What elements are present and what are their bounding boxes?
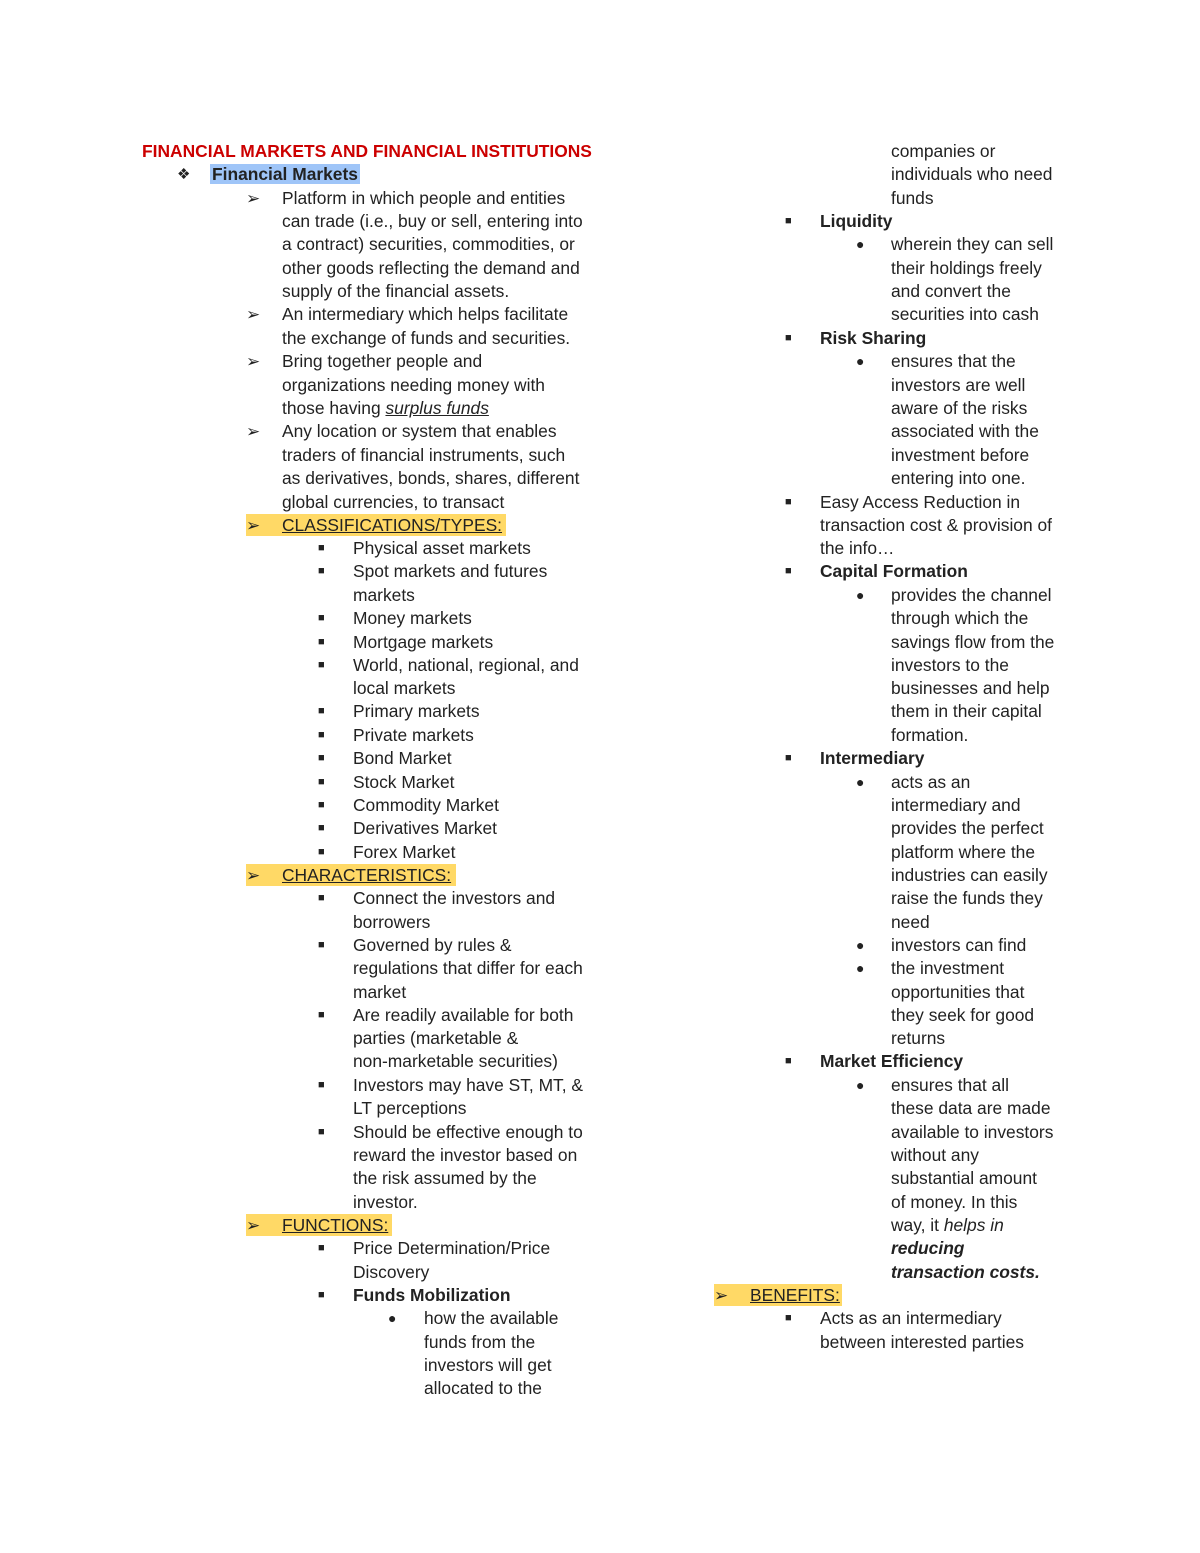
- list-item: Spot markets and futures: [353, 561, 548, 581]
- list-item: between interested parties: [820, 1332, 1024, 1352]
- list-item: Stock Market: [353, 772, 455, 792]
- function-title: Funds Mobilization: [353, 1285, 511, 1305]
- list-item: Connect the investors and: [353, 888, 556, 908]
- function-desc-emphasis: transaction costs.: [891, 1262, 1040, 1282]
- function-desc: and convert the: [891, 281, 1011, 301]
- list-item: borrowers: [353, 912, 431, 932]
- dot-bullet-icon: ●: [856, 236, 865, 252]
- square-bullet-icon: ■: [785, 332, 792, 344]
- list-item: World, national, regional, and: [353, 655, 579, 675]
- list-item: the risk assumed by the: [353, 1168, 537, 1188]
- definition-line: a contract) securities, commodities, or: [282, 234, 575, 254]
- definition-line: An intermediary which helps facilitate: [282, 304, 569, 324]
- list-item: LT perceptions: [353, 1098, 467, 1118]
- square-bullet-icon: ■: [318, 1126, 325, 1138]
- list-item: market: [353, 982, 407, 1002]
- function-desc: their holdings freely: [891, 258, 1042, 278]
- function-desc: entering into one.: [891, 468, 1026, 488]
- section-heading: Financial Markets: [212, 164, 358, 184]
- list-item: Commodity Market: [353, 795, 499, 815]
- square-bullet-icon: ■: [785, 215, 792, 227]
- functions-heading: FUNCTIONS:: [282, 1215, 389, 1235]
- dot-bullet-icon: ●: [856, 774, 865, 790]
- square-bullet-icon: ■: [785, 496, 792, 508]
- function-desc: provides the channel: [891, 585, 1052, 605]
- function-desc: how the available: [424, 1308, 559, 1328]
- definition-line: Platform in which people and entities: [282, 188, 566, 208]
- list-item: Investors may have ST, MT, &: [353, 1075, 584, 1095]
- definition-line: the exchange of funds and securities.: [282, 328, 571, 348]
- function-desc: investors can find: [891, 935, 1027, 955]
- list-item: parties (marketable &: [353, 1028, 519, 1048]
- list-item: markets: [353, 585, 415, 605]
- dot-bullet-icon: ●: [856, 587, 865, 603]
- function-desc: intermediary and: [891, 795, 1021, 815]
- function-title: Intermediary: [820, 748, 925, 768]
- list-item: Governed by rules &: [353, 935, 512, 955]
- function-desc: funds: [891, 188, 934, 208]
- square-bullet-icon: ■: [318, 846, 325, 858]
- square-bullet-icon: ■: [318, 729, 325, 741]
- arrow-bullet-icon: ➢: [246, 866, 261, 885]
- function-desc: funds from the: [424, 1332, 536, 1352]
- square-bullet-icon: ■: [318, 1289, 325, 1301]
- dot-bullet-icon: ●: [856, 937, 865, 953]
- square-bullet-icon: ■: [318, 1009, 325, 1021]
- function-desc: of money. In this: [891, 1192, 1018, 1212]
- list-item: Price Determination/Price: [353, 1238, 551, 1258]
- function-desc: without any: [891, 1145, 979, 1165]
- list-item: Derivatives Market: [353, 818, 497, 838]
- square-bullet-icon: ■: [318, 939, 325, 951]
- list-item: Forex Market: [353, 842, 456, 862]
- function-desc: they seek for good: [891, 1005, 1035, 1025]
- function-title: Market Efficiency: [820, 1051, 964, 1071]
- function-desc: investors to the: [891, 655, 1009, 675]
- list-item: Are readily available for both: [353, 1005, 574, 1025]
- function-desc: securities into cash: [891, 304, 1039, 324]
- function-title: Liquidity: [820, 211, 893, 231]
- function-desc: acts as an: [891, 772, 971, 792]
- page-title: FINANCIAL MARKETS AND FINANCIAL INSTITUTIONS: [142, 141, 592, 161]
- function-desc: these data are made: [891, 1098, 1051, 1118]
- function-desc: individuals who need: [891, 164, 1053, 184]
- definition-line: Any location or system that enables: [282, 421, 557, 441]
- function-desc: returns: [891, 1028, 946, 1048]
- function-desc: platform where the: [891, 842, 1036, 862]
- dot-bullet-icon: ●: [388, 1310, 397, 1326]
- function-desc: industries can easily: [891, 865, 1048, 885]
- classifications-heading: CLASSIFICATIONS/TYPES:: [282, 515, 503, 535]
- function-desc: investment before: [891, 445, 1030, 465]
- definition-line: Bring together people and: [282, 351, 483, 371]
- arrow-bullet-icon: ➢: [246, 1216, 261, 1235]
- arrow-bullet-icon: ➢: [246, 189, 261, 208]
- list-item: Bond Market: [353, 748, 452, 768]
- function-desc: the info…: [820, 538, 895, 558]
- dot-bullet-icon: ●: [856, 1077, 865, 1093]
- function-desc: ensures that the: [891, 351, 1016, 371]
- function-desc: the investment: [891, 958, 1005, 978]
- function-desc: formation.: [891, 725, 969, 745]
- definition-line: as derivatives, bonds, shares, different: [282, 468, 580, 488]
- square-bullet-icon: ■: [318, 705, 325, 717]
- function-desc-emphasis: reducing: [891, 1238, 965, 1258]
- function-desc: investors are well: [891, 375, 1026, 395]
- function-desc: substantial amount: [891, 1168, 1037, 1188]
- function-desc: businesses and help: [891, 678, 1050, 698]
- arrow-bullet-icon: ➢: [246, 516, 261, 535]
- arrow-bullet-icon: ➢: [246, 422, 261, 441]
- list-item: non-marketable securities): [353, 1051, 558, 1071]
- square-bullet-icon: ■: [318, 752, 325, 764]
- definition-line: global currencies, to transact: [282, 492, 505, 512]
- surplus-funds-emphasis: surplus funds: [385, 398, 489, 418]
- function-desc: aware of the risks: [891, 398, 1028, 418]
- square-bullet-icon: ■: [318, 542, 325, 554]
- square-bullet-icon: ■: [318, 822, 325, 834]
- function-desc: through which the: [891, 608, 1029, 628]
- dot-bullet-icon: ●: [856, 353, 865, 369]
- function-desc: provides the perfect: [891, 818, 1044, 838]
- square-bullet-icon: ■: [318, 1079, 325, 1091]
- list-item: Should be effective enough to: [353, 1122, 583, 1142]
- definition-line: those having surplus funds: [282, 398, 489, 418]
- square-bullet-icon: ■: [318, 612, 325, 624]
- definition-line: can trade (i.e., buy or sell, entering into: [282, 211, 583, 231]
- function-desc: raise the funds they: [891, 888, 1043, 908]
- definition-line: traders of financial instruments, such: [282, 445, 566, 465]
- list-item: Private markets: [353, 725, 474, 745]
- function-desc: opportunities that: [891, 982, 1025, 1002]
- function-desc: companies or: [891, 141, 996, 161]
- function-desc: way, it helps in: [891, 1215, 1004, 1235]
- square-bullet-icon: ■: [318, 659, 325, 671]
- function-desc: need: [891, 912, 930, 932]
- characteristics-heading: CHARACTERISTICS:: [282, 865, 452, 885]
- square-bullet-icon: ■: [785, 1055, 792, 1067]
- dot-bullet-icon: ●: [856, 960, 865, 976]
- square-bullet-icon: ■: [318, 565, 325, 577]
- function-desc: Easy Access Reduction in: [820, 492, 1021, 512]
- list-item: Discovery: [353, 1262, 430, 1282]
- function-desc: available to investors: [891, 1122, 1054, 1142]
- square-bullet-icon: ■: [318, 1242, 325, 1254]
- arrow-bullet-icon: ➢: [246, 305, 261, 324]
- list-item: Mortgage markets: [353, 632, 494, 652]
- function-desc: ensures that all: [891, 1075, 1009, 1095]
- function-title: Capital Formation: [820, 561, 968, 581]
- definition-line: organizations needing money with: [282, 375, 545, 395]
- square-bullet-icon: ■: [785, 752, 792, 764]
- function-desc: savings flow from the: [891, 632, 1055, 652]
- square-bullet-icon: ■: [318, 799, 325, 811]
- list-item: local markets: [353, 678, 456, 698]
- function-desc: associated with the: [891, 421, 1039, 441]
- list-item: Acts as an intermediary: [820, 1308, 1002, 1328]
- function-desc: them in their capital: [891, 701, 1042, 721]
- benefits-heading: BENEFITS:: [750, 1285, 840, 1305]
- square-bullet-icon: ■: [318, 636, 325, 648]
- list-item: investor.: [353, 1192, 418, 1212]
- square-bullet-icon: ■: [785, 565, 792, 577]
- function-title: Risk Sharing: [820, 328, 927, 348]
- list-item: Physical asset markets: [353, 538, 531, 558]
- function-desc: wherein they can sell: [891, 234, 1054, 254]
- helps-in-emphasis: helps in: [943, 1215, 1004, 1235]
- function-desc: allocated to the: [424, 1378, 542, 1398]
- square-bullet-icon: ■: [318, 776, 325, 788]
- definition-line: other goods reflecting the demand and: [282, 258, 580, 278]
- arrow-bullet-icon: ➢: [714, 1286, 729, 1305]
- function-desc: transaction cost & provision of: [820, 515, 1052, 535]
- arrow-bullet-icon: ➢: [246, 352, 261, 371]
- list-item: Money markets: [353, 608, 472, 628]
- square-bullet-icon: ■: [785, 1312, 792, 1324]
- square-bullet-icon: ■: [318, 892, 325, 904]
- function-desc: investors will get: [424, 1355, 552, 1375]
- list-item: regulations that differ for each: [353, 958, 583, 978]
- definition-line: supply of the financial assets.: [282, 281, 510, 301]
- diamond-bullet-icon: ❖: [177, 166, 191, 183]
- list-item: Primary markets: [353, 701, 480, 721]
- list-item: reward the investor based on: [353, 1145, 578, 1165]
